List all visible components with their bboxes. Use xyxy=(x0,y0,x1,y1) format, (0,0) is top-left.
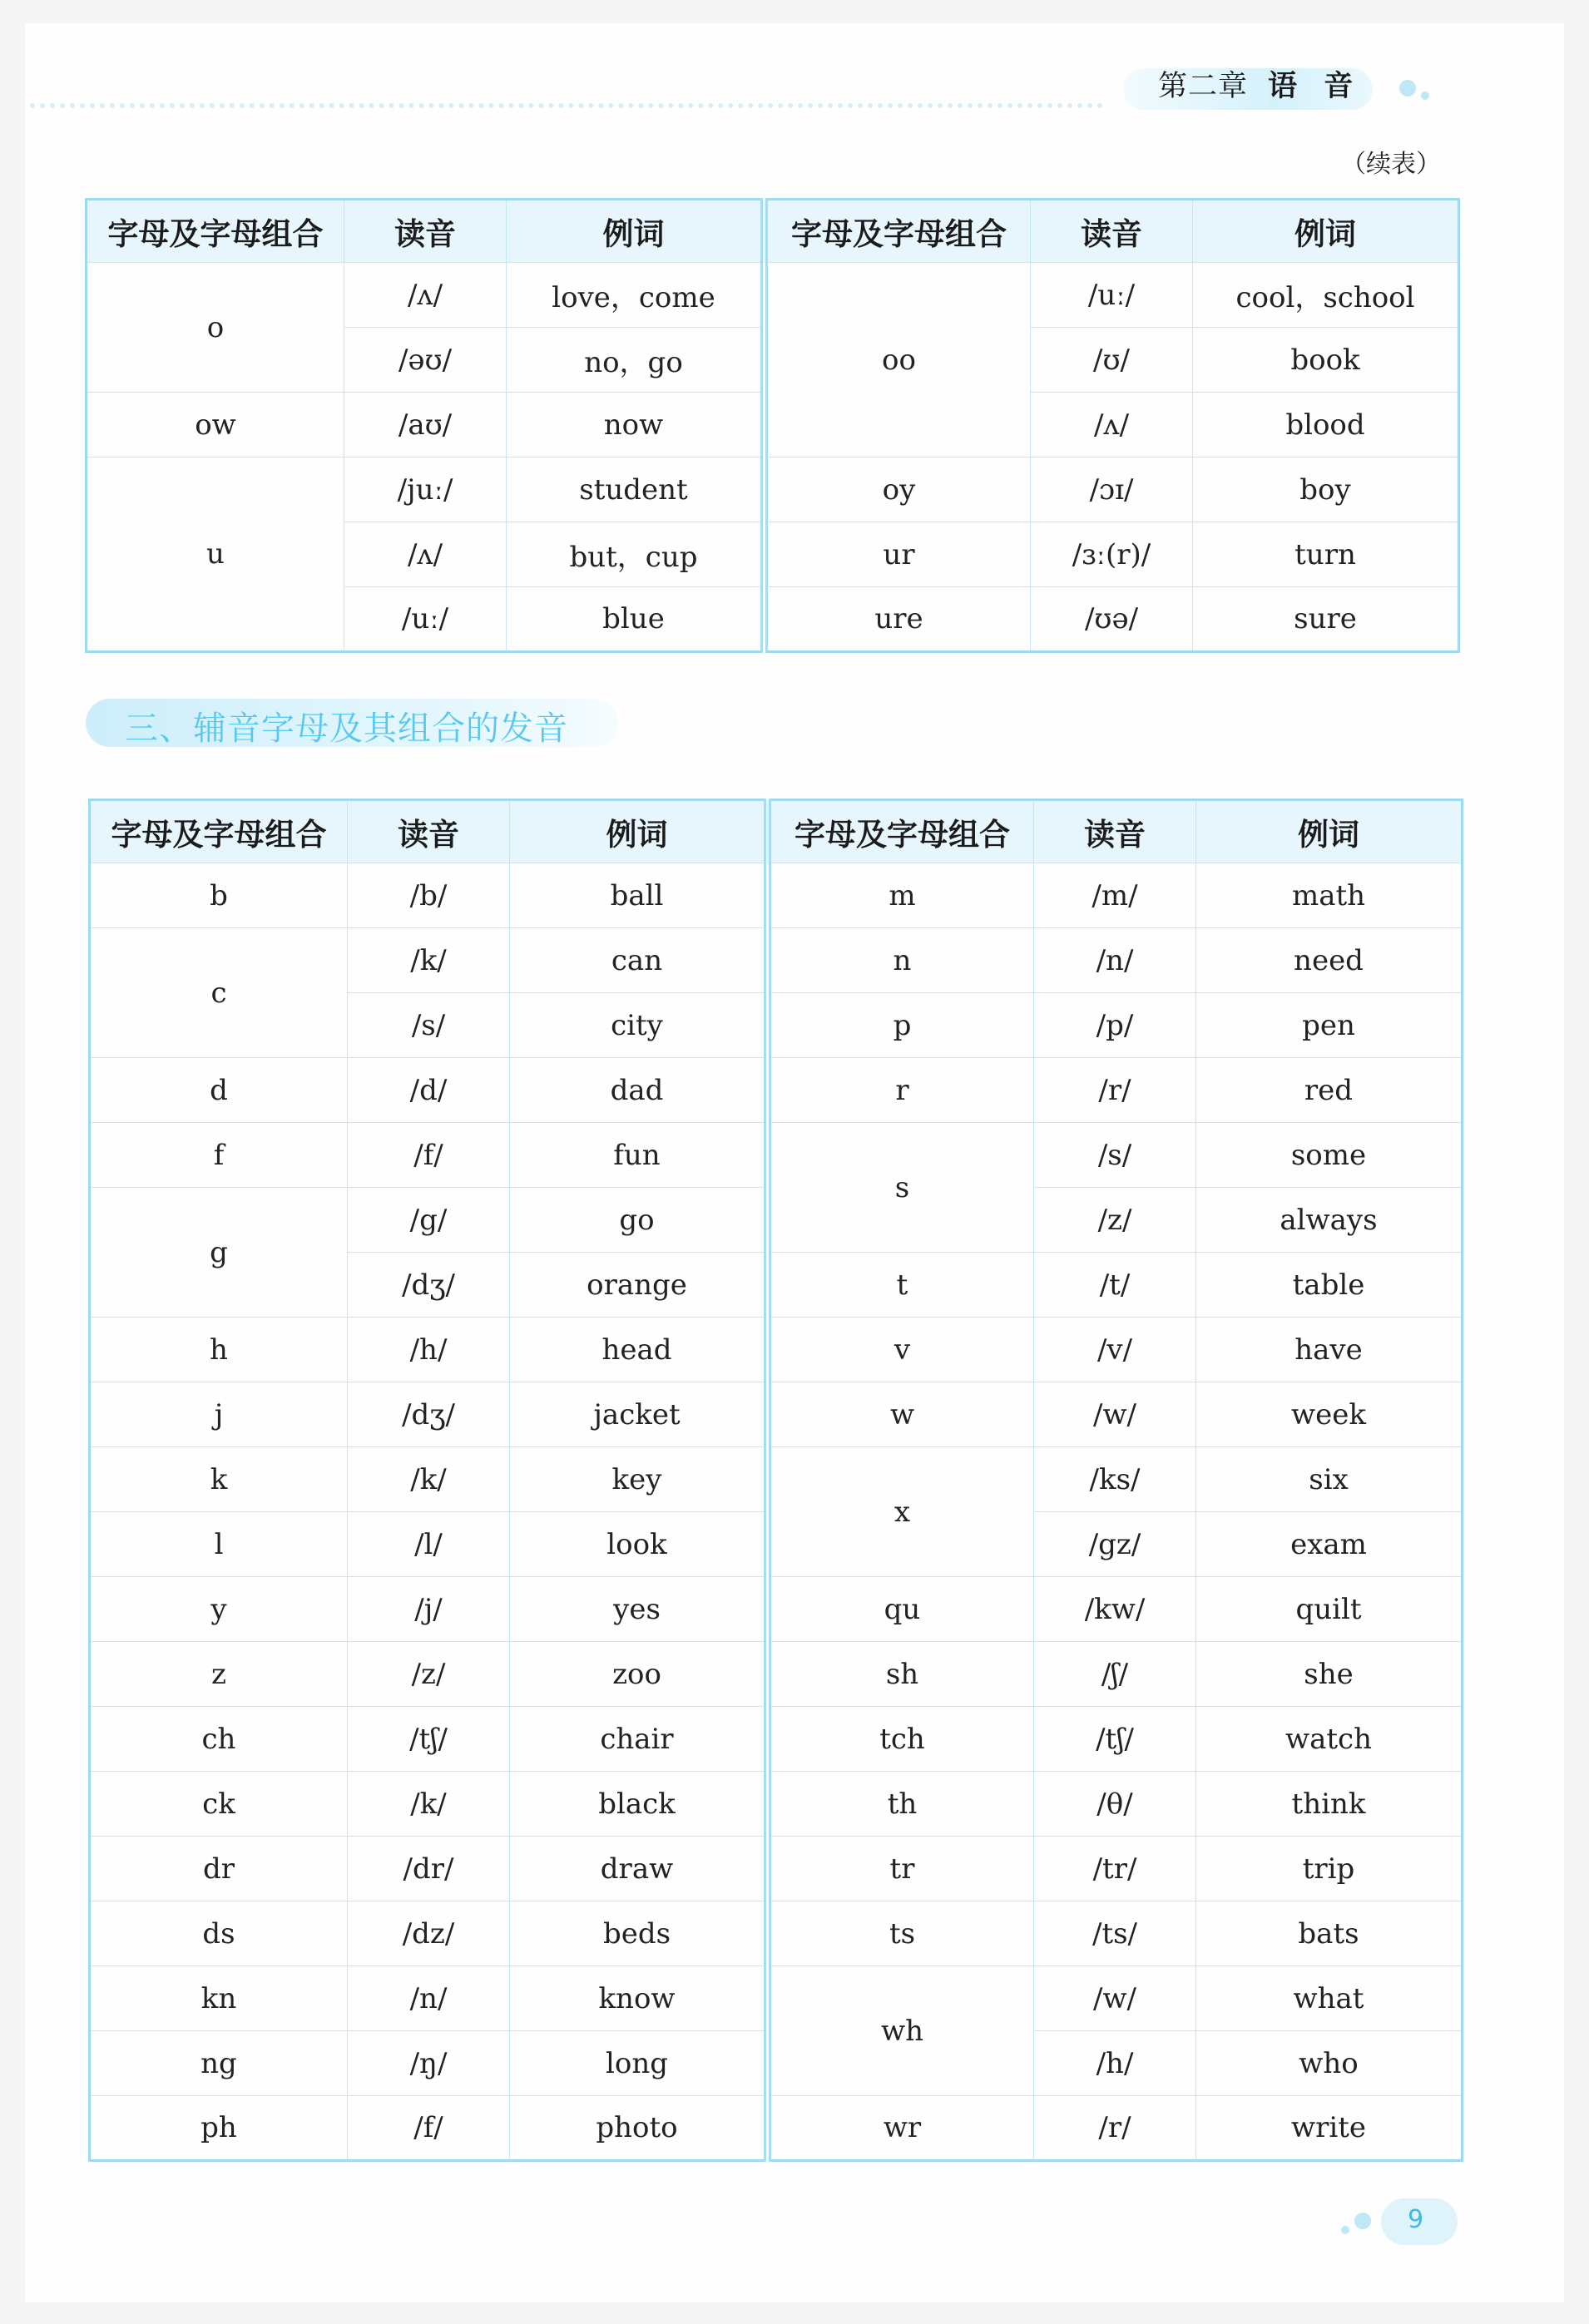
example-cell: quilt xyxy=(1196,1577,1463,1642)
sound-cell: /kw/ xyxy=(1034,1577,1196,1642)
sound-cell: /ʌ/ xyxy=(344,263,507,328)
sound-cell: /s/ xyxy=(1034,1123,1196,1188)
letter-cell: sh xyxy=(768,1642,1034,1707)
letter-cell: ure xyxy=(765,587,1031,652)
letter-cell: f xyxy=(90,1123,348,1188)
example-cell: blood xyxy=(1193,393,1459,457)
example-cell: chair xyxy=(510,1707,768,1772)
table-row xyxy=(90,1577,1463,1642)
letter-cell: n xyxy=(768,928,1034,993)
example-cell: six xyxy=(1196,1447,1463,1512)
table-row xyxy=(90,1966,1463,2031)
sound-cell: /ɜː(r)/ xyxy=(1031,522,1193,587)
sound-cell: /ŋ/ xyxy=(348,2031,510,2096)
sound-cell: /ʊ/ xyxy=(1031,328,1193,393)
table-header-row xyxy=(87,200,1459,263)
example-cell: long xyxy=(510,2031,768,2096)
example-cell: trip xyxy=(1196,1837,1463,1901)
sound-cell: /f/ xyxy=(348,1123,510,1188)
sound-cell: /k/ xyxy=(348,1447,510,1512)
decor-dot-icon xyxy=(1421,91,1429,100)
letter-cell: r xyxy=(768,1058,1034,1123)
example-cell: ball xyxy=(510,863,768,928)
example-cell: head xyxy=(510,1318,768,1382)
table-row xyxy=(90,928,1463,993)
letter-cell: ph xyxy=(90,2096,348,2161)
letter-cell: s xyxy=(768,1123,1034,1253)
table-row xyxy=(87,263,1459,328)
letter-cell: y xyxy=(90,1577,348,1642)
example-cell: go xyxy=(510,1188,768,1253)
example-cell: she xyxy=(1196,1642,1463,1707)
example-cell: think xyxy=(1196,1772,1463,1837)
sound-cell: /l/ xyxy=(348,1512,510,1577)
example-cell: table xyxy=(1196,1253,1463,1318)
table-row xyxy=(90,2096,1463,2161)
sound-cell: /w/ xyxy=(1034,1382,1196,1447)
sound-cell: /ɔɪ/ xyxy=(1031,457,1193,522)
table-row xyxy=(90,1707,1463,1772)
letter-cell: wr xyxy=(768,2096,1034,2161)
sound-cell: /t/ xyxy=(1034,1253,1196,1318)
column-header: 例词 xyxy=(510,800,768,863)
column-header: 读音 xyxy=(344,200,507,263)
example-cell: know xyxy=(510,1966,768,2031)
table-header-row xyxy=(90,800,1463,863)
sound-cell: /θ/ xyxy=(1034,1772,1196,1837)
sound-cell: /tʃ/ xyxy=(348,1707,510,1772)
letter-cell: ck xyxy=(90,1772,348,1837)
sound-cell: /uː/ xyxy=(344,587,507,652)
letter-cell: c xyxy=(90,928,348,1058)
sound-cell: /z/ xyxy=(1034,1188,1196,1253)
letter-cell: kn xyxy=(90,1966,348,2031)
letter-cell: l xyxy=(90,1512,348,1577)
example-cell: have xyxy=(1196,1318,1463,1382)
table-row xyxy=(87,457,1459,522)
example-cell: jacket xyxy=(510,1382,768,1447)
example-cell: city xyxy=(510,993,768,1058)
header-dotted-rule xyxy=(30,103,1103,108)
column-header: 读音 xyxy=(348,800,510,863)
chapter-label: 第二章 xyxy=(1158,70,1249,103)
letter-cell: th xyxy=(768,1772,1034,1837)
letter-cell: qu xyxy=(768,1577,1034,1642)
sound-cell: /n/ xyxy=(1034,928,1196,993)
table-row xyxy=(90,1318,1463,1382)
continued-label: （续表） xyxy=(1341,150,1441,179)
sound-cell: /aʊ/ xyxy=(344,393,507,457)
sound-cell: /tr/ xyxy=(1034,1837,1196,1901)
example-cell: blue xyxy=(507,587,765,652)
letter-cell: x xyxy=(768,1447,1034,1577)
sound-cell: /ʊə/ xyxy=(1031,587,1193,652)
letter-cell: ng xyxy=(90,2031,348,2096)
column-header: 读音 xyxy=(1034,800,1196,863)
table-row xyxy=(90,1772,1463,1837)
sound-cell: /dʒ/ xyxy=(348,1253,510,1318)
sound-cell: /f/ xyxy=(348,2096,510,2161)
sound-cell: /tʃ/ xyxy=(1034,1707,1196,1772)
sound-cell: /gz/ xyxy=(1034,1512,1196,1577)
letter-cell: o xyxy=(87,263,344,393)
letter-cell: m xyxy=(768,863,1034,928)
example-cell: watch xyxy=(1196,1707,1463,1772)
example-cell: love，come xyxy=(507,263,765,328)
letter-cell: p xyxy=(768,993,1034,1058)
letter-cell: d xyxy=(90,1058,348,1123)
sound-cell: /k/ xyxy=(348,1772,510,1837)
example-cell: turn xyxy=(1193,522,1459,587)
example-cell: draw xyxy=(510,1837,768,1901)
table-row xyxy=(90,1058,1463,1123)
letter-cell: ts xyxy=(768,1901,1034,1966)
sound-cell: /juː/ xyxy=(344,457,507,522)
letter-cell: oy xyxy=(765,457,1031,522)
column-header: 例词 xyxy=(507,200,765,263)
example-cell: student xyxy=(507,457,765,522)
sound-cell: /dz/ xyxy=(348,1901,510,1966)
example-cell: look xyxy=(510,1512,768,1577)
letter-cell: t xyxy=(768,1253,1034,1318)
example-cell: no，go xyxy=(507,328,765,393)
table-row xyxy=(90,1447,1463,1512)
sound-cell: /w/ xyxy=(1034,1966,1196,2031)
letter-cell: ur xyxy=(765,522,1031,587)
running-header xyxy=(1158,63,1361,110)
letter-cell: tch xyxy=(768,1707,1034,1772)
column-header: 例词 xyxy=(1196,800,1463,863)
letter-cell: oo xyxy=(765,263,1031,457)
example-cell: black xyxy=(510,1772,768,1837)
letter-cell: v xyxy=(768,1318,1034,1382)
example-cell: yes xyxy=(510,1577,768,1642)
example-cell: dad xyxy=(510,1058,768,1123)
consonant-combination-table xyxy=(88,799,1463,2162)
sound-cell: /r/ xyxy=(1034,2096,1196,2161)
letter-cell: b xyxy=(90,863,348,928)
sound-cell: /dʒ/ xyxy=(348,1382,510,1447)
example-cell: orange xyxy=(510,1253,768,1318)
example-cell: fun xyxy=(510,1123,768,1188)
sound-cell: /m/ xyxy=(1034,863,1196,928)
chapter-title: 语 音 xyxy=(1268,70,1362,103)
example-cell: write xyxy=(1196,2096,1463,2161)
example-cell: can xyxy=(510,928,768,993)
letter-cell: k xyxy=(90,1447,348,1512)
column-header: 字母及字母组合 xyxy=(87,200,344,263)
table-row xyxy=(90,1123,1463,1188)
sound-cell: /ʌ/ xyxy=(344,522,507,587)
table-row xyxy=(90,1837,1463,1901)
example-cell: boy xyxy=(1193,457,1459,522)
letter-cell: wh xyxy=(768,1966,1034,2096)
sound-cell: /ʃ/ xyxy=(1034,1642,1196,1707)
example-cell: sure xyxy=(1193,587,1459,652)
example-cell: photo xyxy=(510,2096,768,2161)
example-cell: who xyxy=(1196,2031,1463,2096)
sound-cell: /g/ xyxy=(348,1188,510,1253)
decor-dot-icon xyxy=(1341,2226,1349,2234)
column-header: 字母及字母组合 xyxy=(768,800,1034,863)
example-cell: but，cup xyxy=(507,522,765,587)
letter-cell: h xyxy=(90,1318,348,1382)
example-cell: red xyxy=(1196,1058,1463,1123)
example-cell: bats xyxy=(1196,1901,1463,1966)
example-cell: always xyxy=(1196,1188,1463,1253)
sound-cell: /r/ xyxy=(1034,1058,1196,1123)
sound-cell: /ks/ xyxy=(1034,1447,1196,1512)
sound-cell: /k/ xyxy=(348,928,510,993)
letter-cell: z xyxy=(90,1642,348,1707)
example-cell: week xyxy=(1196,1382,1463,1447)
column-header: 字母及字母组合 xyxy=(765,200,1031,263)
decor-dot-icon xyxy=(1399,80,1416,96)
sound-cell: /ts/ xyxy=(1034,1901,1196,1966)
sound-cell: /uː/ xyxy=(1031,263,1193,328)
sound-cell: /n/ xyxy=(348,1966,510,2031)
example-cell: some xyxy=(1196,1123,1463,1188)
table-row xyxy=(90,1901,1463,1966)
example-cell: zoo xyxy=(510,1642,768,1707)
letter-cell: dr xyxy=(90,1837,348,1901)
example-cell: key xyxy=(510,1447,768,1512)
column-header: 例词 xyxy=(1193,200,1459,263)
example-cell: exam xyxy=(1196,1512,1463,1577)
table-row xyxy=(90,1382,1463,1447)
letter-cell: w xyxy=(768,1382,1034,1447)
sound-cell: /d/ xyxy=(348,1058,510,1123)
example-cell: what xyxy=(1196,1966,1463,2031)
section-title: 三、辅音字母及其组合的发音 xyxy=(125,710,568,748)
example-cell: need xyxy=(1196,928,1463,993)
sound-cell: /z/ xyxy=(348,1642,510,1707)
example-cell: book xyxy=(1193,328,1459,393)
example-cell: now xyxy=(507,393,765,457)
example-cell: beds xyxy=(510,1901,768,1966)
decor-dot-icon xyxy=(1354,2213,1371,2229)
example-cell: cool，school xyxy=(1193,263,1459,328)
example-cell: pen xyxy=(1196,993,1463,1058)
vowel-combination-table xyxy=(85,198,1460,653)
table-row xyxy=(90,863,1463,928)
sound-cell: /b/ xyxy=(348,863,510,928)
letter-cell: j xyxy=(90,1382,348,1447)
column-header: 读音 xyxy=(1031,200,1193,263)
letter-cell: ds xyxy=(90,1901,348,1966)
letter-cell: g xyxy=(90,1188,348,1318)
sound-cell: /v/ xyxy=(1034,1318,1196,1382)
sound-cell: /dr/ xyxy=(348,1837,510,1901)
sound-cell: /ʌ/ xyxy=(1031,393,1193,457)
sound-cell: /h/ xyxy=(1034,2031,1196,2096)
sound-cell: /p/ xyxy=(1034,993,1196,1058)
table-row xyxy=(90,1642,1463,1707)
column-header: 字母及字母组合 xyxy=(90,800,348,863)
sound-cell: /s/ xyxy=(348,993,510,1058)
page-number: 9 xyxy=(1408,2205,1424,2234)
example-cell: math xyxy=(1196,863,1463,928)
letter-cell: ow xyxy=(87,393,344,457)
letter-cell: ch xyxy=(90,1707,348,1772)
letter-cell: tr xyxy=(768,1837,1034,1901)
letter-cell: u xyxy=(87,457,344,652)
sound-cell: /h/ xyxy=(348,1318,510,1382)
sound-cell: /j/ xyxy=(348,1577,510,1642)
sound-cell: /əʊ/ xyxy=(344,328,507,393)
